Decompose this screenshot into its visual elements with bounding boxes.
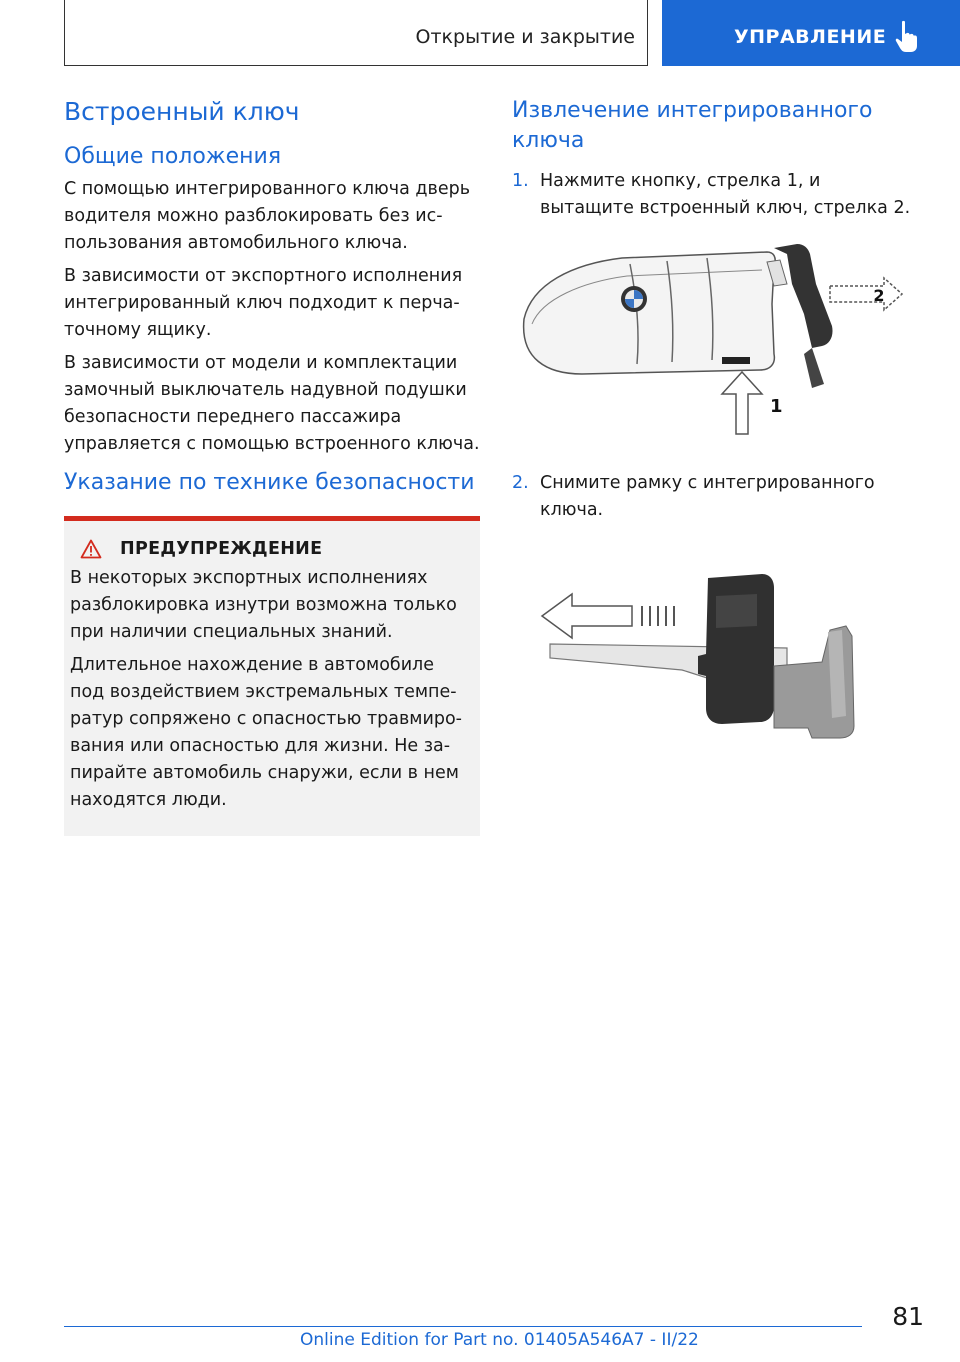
paragraph: С помощью интегрированного ключа дверь водителя можно разблокировать без ис-пользования автомобильного ключа.: [64, 179, 471, 253]
page-number: 81: [892, 1302, 924, 1331]
key-removal-illustration: [512, 244, 916, 444]
footer-divider: [64, 1326, 862, 1327]
step-item: [512, 168, 916, 222]
paragraph: В зависимости от экспортного исполнения интегрированный ключ подходит к перча-точному ящику.: [64, 266, 463, 340]
warning-box: [64, 516, 480, 836]
section-title: Извлечение интегрированного ключа: [512, 98, 873, 153]
step-item: [512, 470, 916, 524]
warning-title: ПРЕДУПРЕЖДЕНИЕ: [120, 539, 323, 559]
footer-edition: Online Edition for Part no. 01405A546A7 - II/22: [300, 1330, 699, 1350]
arrow-label-2: 2: [873, 286, 885, 305]
hand-pointer-icon: [894, 20, 920, 54]
safety-heading: Указание по технике безопасности: [64, 470, 475, 495]
warning-triangle-icon: [80, 539, 102, 559]
warning-paragraph: В некоторых экспортных исполнениях разблокировка изнутри возможна только при наличии специальных знаний.: [70, 568, 457, 642]
step-number: 1.: [512, 171, 529, 191]
warning-header: [70, 539, 472, 559]
step-number: 2.: [512, 473, 529, 493]
step-text: Снимите рамку с интегрированного ключа.: [540, 473, 875, 520]
warning-paragraph: Длительное нахождение в автомобиле под воздействием экстремальных темпе-ратур сопряжено с опасностью травмиро-вания или опасностью для жизни. Не за-пирайте автомобиль снаружи, если в нем находятся люди.: [70, 655, 462, 810]
header-section-title: Открытие и закрытие: [415, 26, 635, 48]
header-section-box: [64, 0, 648, 66]
page-title: Встроенный ключ: [64, 97, 300, 126]
header-chapter-tab[interactable]: [662, 0, 960, 66]
header-chapter-title: УПРАВЛЕНИЕ: [734, 26, 887, 48]
frame-removal-illustration: [512, 566, 916, 756]
step-text: Нажмите кнопку, стрелка 1, и вытащите встроенный ключ, стрелка 2.: [540, 171, 911, 218]
paragraph: В зависимости от модели и комплектации замочный выключатель надувной подушки безопасности переднего пассажира управляется с помощью встроенного ключа.: [64, 353, 480, 454]
general-heading: Общие положения: [64, 144, 282, 169]
arrow-label-1: 1: [770, 396, 783, 417]
right-column: [512, 96, 916, 760]
left-column: [64, 96, 480, 836]
